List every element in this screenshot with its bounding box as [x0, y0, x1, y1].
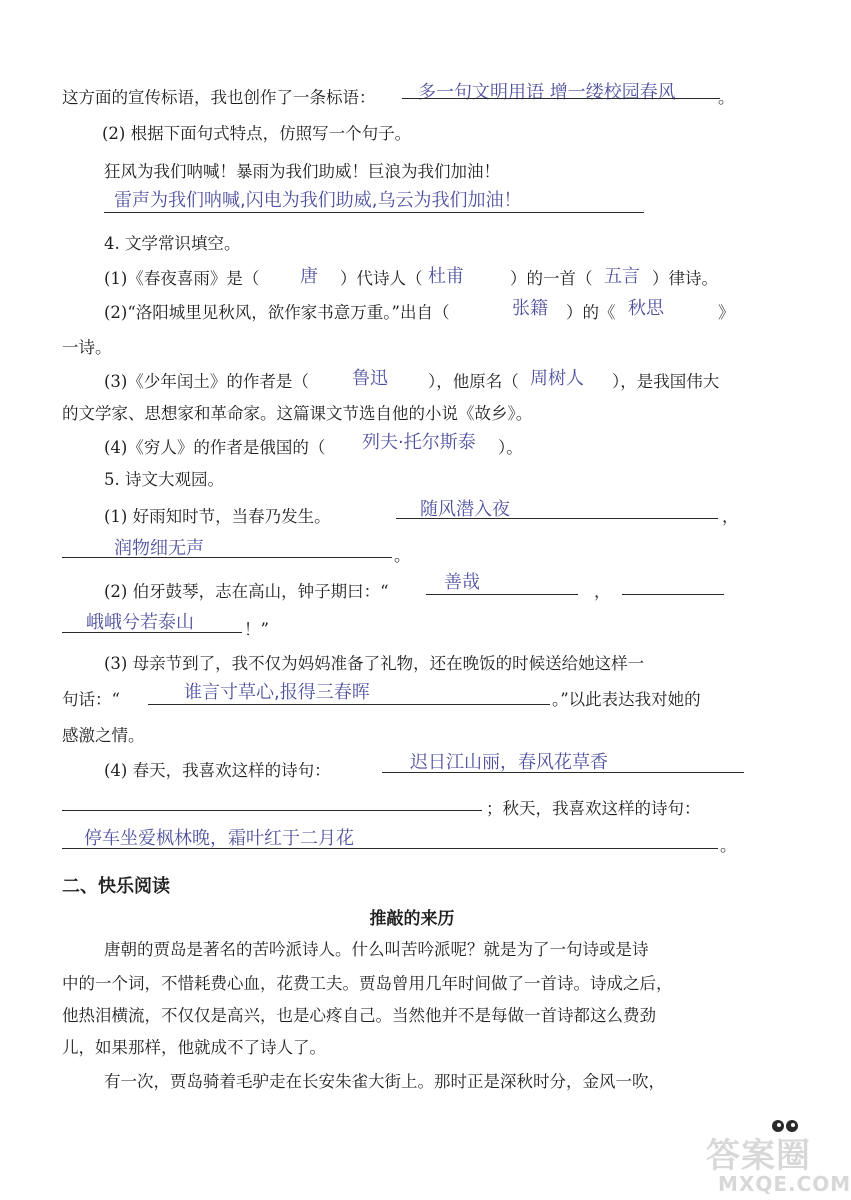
- passage-line: 唐朝的贾岛是著名的苦吟派诗人。什么叫苦吟派呢？就是为了一句诗或是诗: [104, 940, 649, 959]
- q5-i2-underline2: [62, 632, 242, 633]
- q4-i2-poem-answer[interactable]: 秋思: [628, 298, 664, 319]
- q4-i2-part-a: (2)“洛阳城里见秋风，欲作家书意万重。”出自（: [104, 303, 450, 322]
- q4-i1-part-b: ）代诗人（: [340, 269, 423, 288]
- q3-line1-end: 。: [718, 88, 735, 107]
- q4-i1-part-a: (1)《春夜喜雨》是（: [104, 269, 260, 288]
- q5-i1-underline1: [396, 518, 718, 519]
- q5-i4-underline1-continued: [62, 810, 482, 811]
- q3-line1-text: 这方面的宣传标语，我也创作了一条标语：: [62, 88, 376, 107]
- q4-i3-author-answer[interactable]: 鲁迅: [352, 368, 388, 389]
- q4-i1-part-c: ）的一首（: [510, 269, 593, 288]
- q5-title: 5. 诗文大观园。: [104, 470, 224, 489]
- passage-title: 推敲的来历: [369, 909, 455, 929]
- q4-i1-poet-answer[interactable]: 杜甫: [428, 266, 464, 287]
- q5-i1-text: (1) 好雨知时节，当春乃发生。: [104, 507, 331, 526]
- q5-i2-answer1[interactable]: 善哉: [444, 572, 480, 593]
- q5-i4-underline2: [62, 848, 718, 849]
- q4-i4-part-a: (4)《穷人》的作者是俄国的（: [104, 438, 326, 457]
- q4-i4-part-b: ）。: [498, 438, 523, 457]
- passage-line: 中的一个词，不惜耗费心血，花费工夫。贾岛曾用几年时间做了一首诗。诗成之后，: [62, 974, 673, 993]
- q5-i3-line3: 感激之情。: [62, 726, 145, 745]
- q5-i3-suffix: 。”以此表达我对她的: [552, 690, 701, 709]
- q4-title: 4. 文学常识填空。: [104, 234, 241, 253]
- q5-i4-text: (4) 春天，我喜欢这样的诗句：: [104, 761, 331, 780]
- q5-i1-answer1[interactable]: 随风潜入夜: [420, 499, 510, 520]
- passage-line: 他热泪横流，不仅仅是高兴，也是心疼自己。当然他并不是每做一首诗都这么费劲: [62, 1006, 656, 1025]
- q5-i3-prefix: 句话：“: [62, 690, 120, 709]
- q5-i1-end: 。: [394, 546, 411, 565]
- section-heading: 二、快乐阅读: [62, 876, 170, 897]
- q3-slogan-answer[interactable]: 多一句文明用语 增一缕校园春风: [418, 82, 676, 103]
- passage-line: 儿，如果那样，他就成不了诗人了。: [62, 1038, 326, 1057]
- q5-i2-underline1-tail: [622, 594, 724, 595]
- q4-i4-author-answer[interactable]: 列夫·托尔斯泰: [362, 432, 476, 453]
- q3-sub2-text: (2) 根据下面句式特点，仿照写一个句子。: [102, 124, 412, 143]
- q3-slogan-underline: [402, 98, 720, 99]
- q5-i3-underline: [148, 704, 550, 705]
- q4-i2-author-answer[interactable]: 张籍: [512, 298, 548, 319]
- q5-i4-end: 。: [720, 836, 737, 855]
- q5-i4-underline1: [382, 772, 744, 773]
- q5-i4-autumn-text: ；秋天，我喜欢这样的诗句：: [486, 799, 701, 818]
- passage-line: 有一次，贾岛骑着毛驴走在长安朱雀大街上。那时正是深秋时分，金风一吹，: [104, 1072, 665, 1091]
- q4-i3-realname-answer[interactable]: 周树人: [530, 368, 584, 389]
- q4-i3-line2: 的文学家、思想家和革命家。这篇课文节选自他的小说《故乡》。: [62, 404, 533, 423]
- q3-imitation-answer[interactable]: 雷声为我们呐喊,闪电为我们助威,乌云为我们加油！: [114, 190, 522, 211]
- q4-i2-line2: 一诗。: [62, 338, 112, 357]
- q4-i2-part-b: ）的《: [566, 303, 616, 322]
- q5-i1-answer2[interactable]: 润物细无声: [114, 538, 204, 559]
- q3-imitation-underline: [104, 212, 644, 213]
- q5-i2-underline1: [426, 594, 578, 595]
- q5-i2-end: ！”: [244, 620, 269, 639]
- q5-i2-comma: ，: [594, 582, 611, 601]
- q4-i1-part-d: ）律诗。: [652, 269, 718, 288]
- q4-i1-dynasty-answer[interactable]: 唐: [300, 266, 318, 287]
- watermark-logo: 答案圈: [706, 1136, 811, 1176]
- watermark-eyes-icon: [770, 1116, 800, 1136]
- q5-i1-underline2: [62, 557, 392, 558]
- q5-i1-comma: ，: [722, 507, 739, 526]
- q4-i3-part-c: ），是我国伟大: [612, 372, 720, 391]
- q5-i2-answer2[interactable]: 峨峨兮若泰山: [86, 612, 194, 633]
- q4-i3-part-a: (3)《少年闰土》的作者是（: [104, 372, 309, 391]
- q5-i4-spring-answer[interactable]: 迟日江山丽，春风花草香: [410, 752, 608, 773]
- q4-i1-form-answer[interactable]: 五言: [604, 266, 640, 287]
- q4-i2-part-c: 》: [718, 303, 735, 322]
- q5-i3-answer[interactable]: 谁言寸草心,报得三春晖: [184, 682, 370, 703]
- q4-i3-part-b: ），他原名（: [428, 372, 519, 391]
- q5-i2-text: (2) 伯牙鼓琴，志在高山，钟子期曰：“: [104, 582, 389, 601]
- watermark-url: MXQE.COM: [718, 1172, 851, 1196]
- q3-example-sentence: 狂风为我们呐喊！暴雨为我们助威！巨浪为我们加油！: [104, 162, 500, 181]
- q5-i3-line1: (3) 母亲节到了，我不仅为妈妈准备了礼物，还在晚饭的时候送给她这样一: [104, 654, 645, 673]
- q5-i4-autumn-answer[interactable]: 停车坐爱枫林晚，霜叶红于二月花: [84, 828, 354, 849]
